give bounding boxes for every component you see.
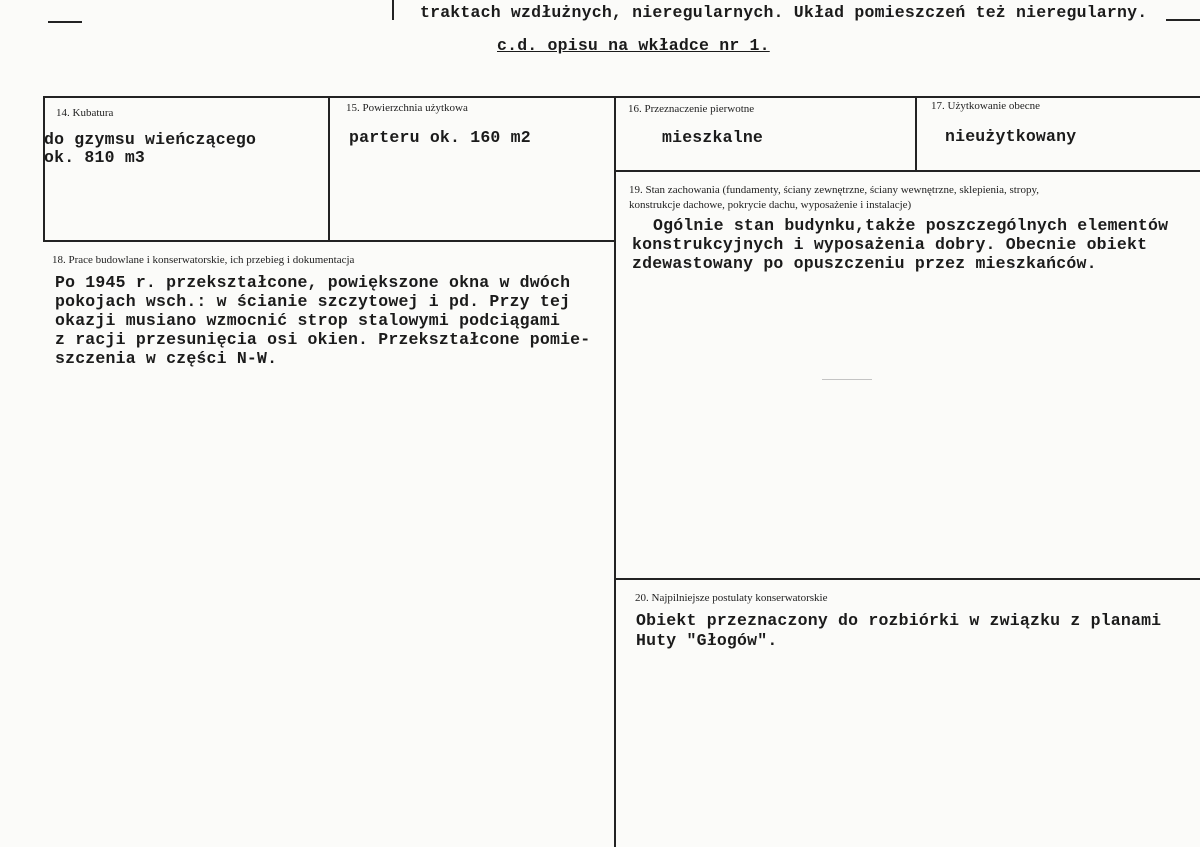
field-18-line-3: okazji musiano wzmocnić strop stalowymi podciągami — [55, 311, 561, 330]
continued-description: traktach wzdłużnych, nieregularnych. Układ pomieszczeń też nieregularny. — [420, 3, 1148, 22]
divider-row-15-18 — [43, 240, 616, 242]
field-18-label: 18. Prace budowlane i konserwatorskie, ich przebieg i dokumentacja — [52, 254, 355, 266]
top-left-dash — [48, 21, 82, 23]
field-14-label: 14. Kubatura — [56, 107, 114, 119]
field-19-line-2: konstrukcyjnych i wyposażenia dobry. Obecnie obiekt — [632, 235, 1148, 254]
field-17-label: 17. Użytkowanie obecne — [931, 100, 1041, 112]
field-20-line-2: Huty "Głogów". — [636, 631, 778, 650]
continuation-note: c.d. opisu na wkładce nr 1. — [497, 36, 770, 55]
faint-mark — [822, 379, 872, 380]
field-18-line-1: Po 1945 r. przekształcone, powiększone okna w dwóch — [55, 273, 571, 292]
table-top-border — [43, 96, 1200, 98]
field-15-line-1: parteru ok. 160 m2 — [349, 128, 531, 147]
field-19-label-line-1: 19. Stan zachowania (fundamenty, ściany zewnętrzne, ściany wewnętrzne, sklepienia, stropy, — [629, 184, 1040, 196]
field-19-line-1: Ogólnie stan budynku,także poszczególnych elementów — [653, 216, 1169, 235]
divider-16-17 — [915, 96, 917, 170]
field-18-line-5: szczenia w części N-W. — [55, 349, 278, 368]
field-14-line-2: ok. 810 m3 — [44, 148, 146, 167]
divider-row-16-19 — [614, 170, 1200, 172]
field-20-label: 20. Najpilniejsze postulaty konserwatorskie — [635, 592, 828, 604]
field-19-label-line-2: konstrukcje dachowe, pokrycie dachu, wyposażenie i instalacje) — [629, 199, 912, 211]
divider-14-15 — [328, 96, 330, 241]
field-16-label: 16. Przeznaczenie pierwotne — [628, 103, 755, 115]
field-18-line-2: pokojach wsch.: w ścianie szczytowej i pd. Przy tej — [55, 292, 571, 311]
divider-row-19-20 — [614, 578, 1200, 580]
top-margin-mark — [392, 0, 394, 20]
field-19-line-3: zdewastowany po opuszczeniu przez mieszkańców. — [632, 254, 1097, 273]
divider-main — [614, 96, 616, 847]
field-17-line-1: nieużytkowany — [945, 127, 1077, 146]
field-20-line-1: Obiekt przeznaczony do rozbiórki w związku z planami — [636, 611, 1162, 630]
field-18-line-4: z racji przesunięcia osi okien. Przekształcone pomie- — [55, 330, 591, 349]
field-16-line-1: mieszkalne — [662, 128, 764, 147]
field-14-line-1: do gzymsu wieńczącego — [44, 130, 257, 149]
table-left-border — [43, 96, 45, 241]
top-right-dash — [1166, 19, 1200, 21]
field-15-label: 15. Powierzchnia użytkowa — [346, 102, 468, 114]
